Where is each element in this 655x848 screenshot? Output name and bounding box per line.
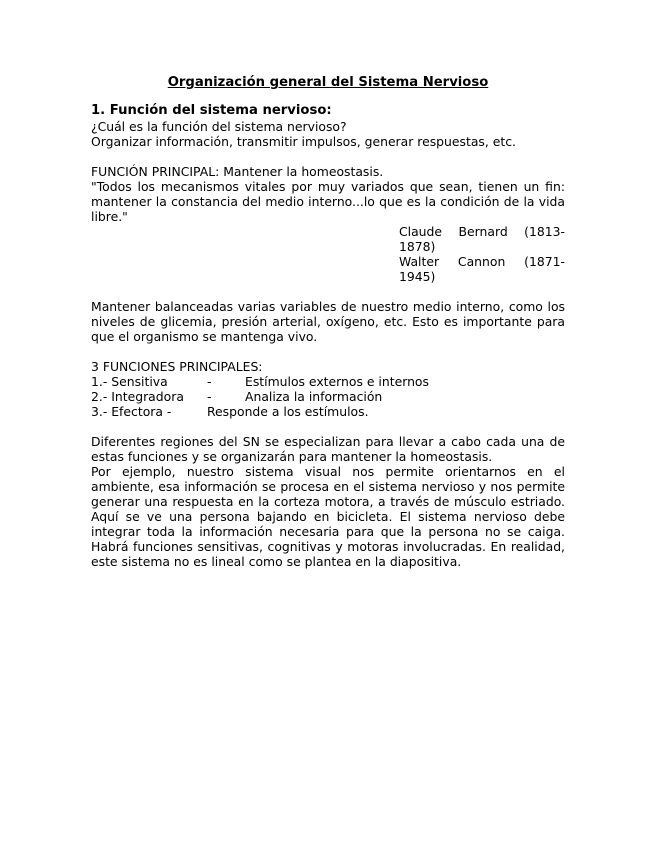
citations <box>399 224 565 284</box>
function-separator: - <box>207 374 212 389</box>
function-name: 2.- Integradora <box>91 389 184 404</box>
functions-heading: 3 FUNCIONES PRINCIPALES: <box>91 359 263 374</box>
function-description: Responde a los estímulos. <box>207 404 369 419</box>
document-title: Organización general del Sistema Nervioso <box>167 75 489 90</box>
principal-function-line: FUNCIÓN PRINCIPAL: Mantener la homeostasis. <box>91 164 384 179</box>
function-item-integradora <box>91 389 565 404</box>
example-paragraph: Por ejemplo, nuestro sistema visual nos permite orientarnos en el ambiente, esa información se procesa en el sistema nervioso y nos permite generar una respuesta en la corteza motora, a través de músculo estriado. Aquí se ve una persona bajando en bicicleta. El sistema nervioso debe integrar toda la información necesaria para que la persona no se caiga. Habrá funciones sensitivas, cognitivas y motoras involucradas. En realidad, este sistema no es lineal como se plantea en la diapositiva. <box>91 464 565 569</box>
function-description: Estímulos externos e internos <box>245 374 429 389</box>
section-heading: 1. Función del sistema nervioso: <box>91 103 332 118</box>
function-item-efectora <box>91 404 565 419</box>
function-description: Analiza la información <box>245 389 383 404</box>
question-line: ¿Cuál es la función del sistema nervioso? <box>91 119 347 134</box>
function-separator: - <box>207 389 212 404</box>
function-name: 3.- Efectora - <box>91 404 172 419</box>
answer-line: Organizar información, transmitir impulsos, generar respuestas, etc. <box>91 134 516 149</box>
citation-bernard: Claude Bernard (1813-1878) <box>399 224 565 254</box>
regions-paragraph: Diferentes regiones del SN se especializan para llevar a cabo cada una de estas funciones y se organizarán para mantener la homeostasis. <box>91 434 565 464</box>
function-item-sensitiva <box>91 374 565 389</box>
citation-cannon: Walter Cannon (1871-1945) <box>399 254 565 284</box>
bernard-quote: "Todos los mecanismos vitales por muy variados que sean, tienen un fin: mantener la constancia del medio interno...lo que es la condición de la vida libre." <box>91 179 565 224</box>
document-body <box>91 74 565 569</box>
function-name: 1.- Sensitiva <box>91 374 168 389</box>
balance-paragraph: Mantener balanceadas varias variables de nuestro medio interno, como los niveles de glicemia, presión arterial, oxígeno, etc. Esto es importante para que el organismo se mantenga vivo. <box>91 299 565 344</box>
